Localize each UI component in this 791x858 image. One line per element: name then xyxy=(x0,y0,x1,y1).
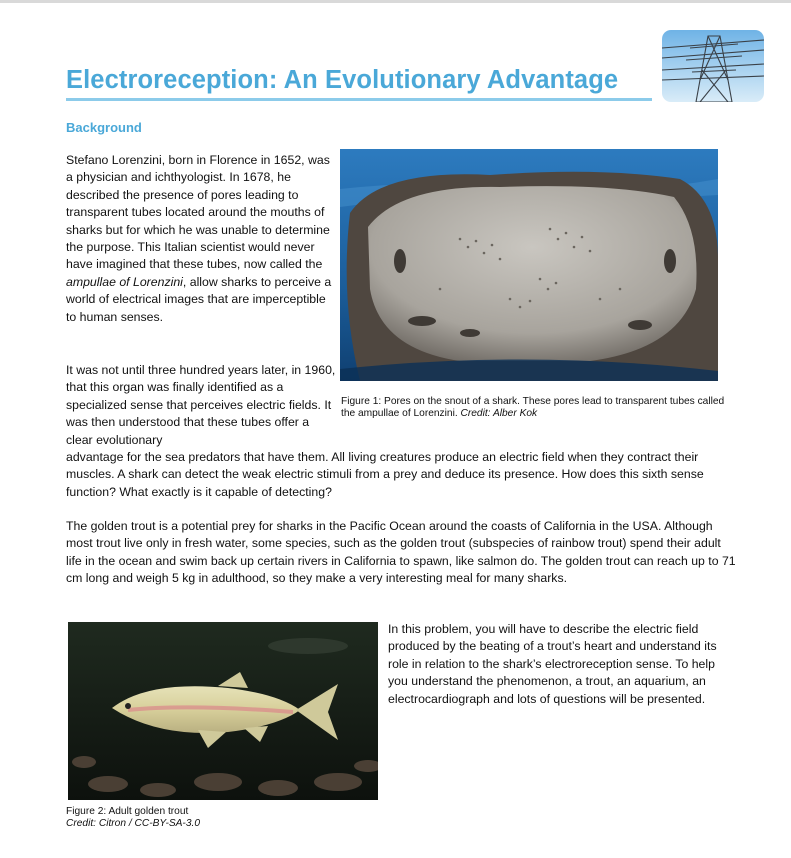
figure1-caption-text: Figure 1: Pores on the snout of a shark. These pores lead to transparent tubes called the ampullae of Lorenzini. xyxy=(341,396,725,420)
shark-snout-image xyxy=(340,149,718,381)
figure1-credit: Credit: Alber Kok xyxy=(460,408,538,420)
paragraph-golden-trout: The golden trout is a potential prey for sharks in the Pacific Ocean around the coasts of California in the USA. Although most trout live only in fresh water, some species, such as the golden trout (subspecies of rainbow trout) spend their adult life in the ocean and swim back up certain rivers in California to spawn, like salmon do. The golden trout can reach up to 71 cm long and weigh 5 kg in adulthood, so they make a very interesting meal for many sharks. xyxy=(66,519,736,586)
paragraph-lorenzini-part1: Stefano Lorenzini, born in Florence in 1652, was a physician and ichthyologist. In 1678, he described the presence of pores leading to transparent tubes located around the mouths of sharks but for which he was unable to determine the purpose. This Italian scientist would never have imagined that these tubes, now called the xyxy=(66,153,330,272)
title-underline xyxy=(66,98,652,101)
page-top-border xyxy=(0,0,791,3)
golden-trout-image xyxy=(68,622,378,800)
figure1-caption xyxy=(341,396,731,421)
paragraph-problem-intro: In this problem, you will have to describe the electric field produced by the beating of a trout’s heart and understand its role in relation to the shark’s electroreception sense. To help you understand the phenomenon, a trout, an aquarium, an electrocardiograph and lots of questions will be presented. xyxy=(388,622,717,706)
paragraph-1960-bottom: advantage for the sea predators that have them. All living creatures produce an electric field when they contract their muscles. A shark can detect the weak electric stimuli from a prey and deduce its presence. How does this sixth sense function? What exactly is it capable of detecting? xyxy=(66,450,704,499)
section-heading-background: Background xyxy=(66,120,142,135)
paragraph-lorenzini-part2: , allow sharks to perceive a world of electrical images that are imperceptible to human senses. xyxy=(66,274,332,324)
figure2-caption xyxy=(66,806,366,831)
figure2-credit: Credit: Citron / CC-BY-SA-3.0 xyxy=(66,818,200,830)
power-pylon-icon xyxy=(662,30,764,102)
paragraph-1960-top: It was not until three hundred years later, in 1960, that this organ was finally identified as a specialized sense that perceives electric fields. It was then understood that these tubes offer a clear evolutionary xyxy=(66,363,336,447)
ampullae-term: ampullae of Lorenzini xyxy=(66,274,183,289)
page-title: Electroreception: An Evolutionary Advantage xyxy=(66,66,619,94)
figure2-caption-text: Figure 2: Adult golden trout xyxy=(66,806,189,817)
paragraph-lorenzini xyxy=(66,152,338,326)
